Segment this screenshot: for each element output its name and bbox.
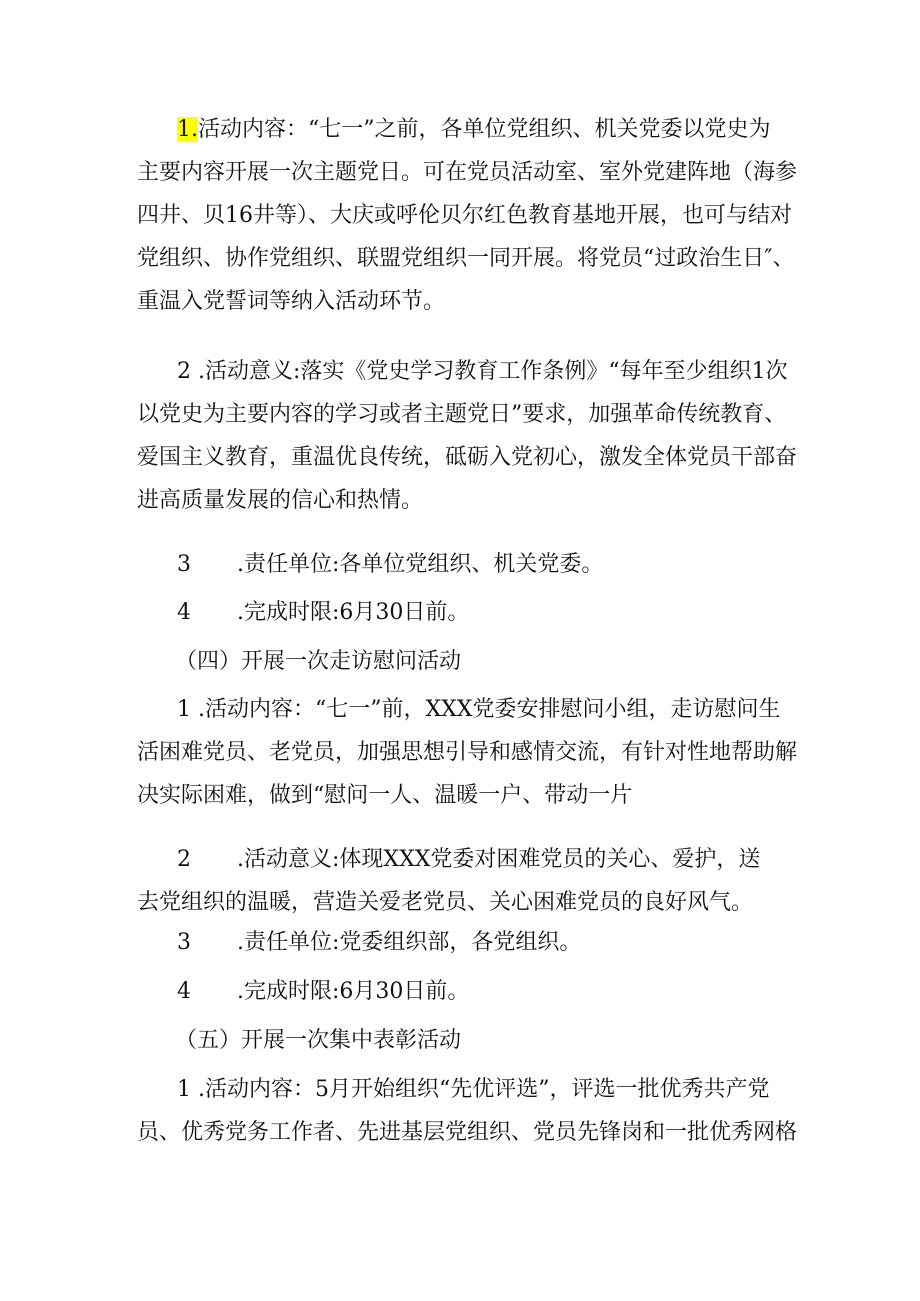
paragraph-line: 员、优秀党务工作者、先进基层党组织、党员先锋岗和一批优秀网格	[137, 1120, 798, 1145]
item-text: .责任单位:党委组织部，各党组织。	[237, 930, 582, 955]
paragraph-line: 活困难党员、老党员，加强思想引导和感情交流，有针对性地帮助解	[137, 740, 798, 765]
section3-item4-paragraph	[137, 591, 797, 634]
section4-item1-paragraph	[137, 688, 797, 817]
item-number: 2	[177, 847, 191, 872]
item-text: .完成时限:6月30日前。	[237, 979, 470, 1004]
paragraph-line: 重温入党誓词等纳入活动环节。	[137, 289, 446, 314]
paragraph-line: 1 .活动内容：“七一”前，XXX党委安排慰问小组，走访慰问生	[177, 697, 781, 722]
section5-heading: （五）开展一次集中表彰活动	[175, 1028, 462, 1053]
highlighted-number: 1.	[177, 117, 198, 142]
paragraph-line: .活动意义:体现XXX党委对困难党员的关心、爱护，送	[237, 847, 761, 872]
item-text: .完成时限:6月30日前。	[237, 600, 470, 625]
section4-item3-paragraph	[137, 921, 797, 964]
paragraph-line: 进高质量发展的信心和热情。	[137, 488, 424, 513]
paragraph-line: 以党史为主要内容的学习或者主题党日”要求，加强革命传统教育、	[137, 402, 787, 427]
section3-item1-paragraph	[137, 108, 797, 323]
paragraph-line: 四井、贝16井等）、大庆或呼伦贝尔红色教育基地开展，也可与结对	[137, 203, 792, 228]
paragraph-line: 2 .活动意义:落实《党史学习教育工作条例》“每年至少组织1次	[177, 359, 788, 384]
paragraph-line: 主要内容开展一次主题党日。可在党员活动室、室外党建阵地（海参	[137, 160, 798, 185]
paragraph-line: 党组织、协作党组织、联盟党组织一同开展。将党员“过政治生日″、	[137, 246, 795, 271]
item-number: 4	[177, 979, 191, 1004]
paragraph-line: 1.活动内容：“七一”之前，各单位党组织、机关党委以党史为	[177, 117, 771, 142]
section3-item2-paragraph	[137, 350, 797, 522]
section3-item3-paragraph	[137, 543, 797, 586]
item-text: .责任单位:各单位党组织、机关党委。	[237, 552, 604, 577]
paragraph-line: 爱国主义教育，重温优良传统，砥砺入党初心，激发全体党员干部奋	[137, 445, 798, 470]
section4-item2-paragraph	[137, 838, 797, 924]
paragraph-line: 1 .活动内容：5月开始组织“先优评选”，评选一批优秀共产党	[177, 1077, 770, 1102]
item-number: 3	[177, 552, 191, 577]
paragraph-line: 决实际困难，做到“慰问一人、温暖一户、带动一片	[137, 783, 633, 808]
section4-item4-paragraph	[137, 970, 797, 1013]
item-number: 3	[177, 930, 191, 955]
section5-item1-paragraph	[137, 1068, 797, 1154]
paragraph-line: 去党组织的温暖，营造关爱老党员、关心困难党员的良好风气。	[137, 890, 754, 915]
section4-heading: （四）开展一次走访慰问活动	[175, 649, 462, 674]
item-number: 4	[177, 600, 191, 625]
